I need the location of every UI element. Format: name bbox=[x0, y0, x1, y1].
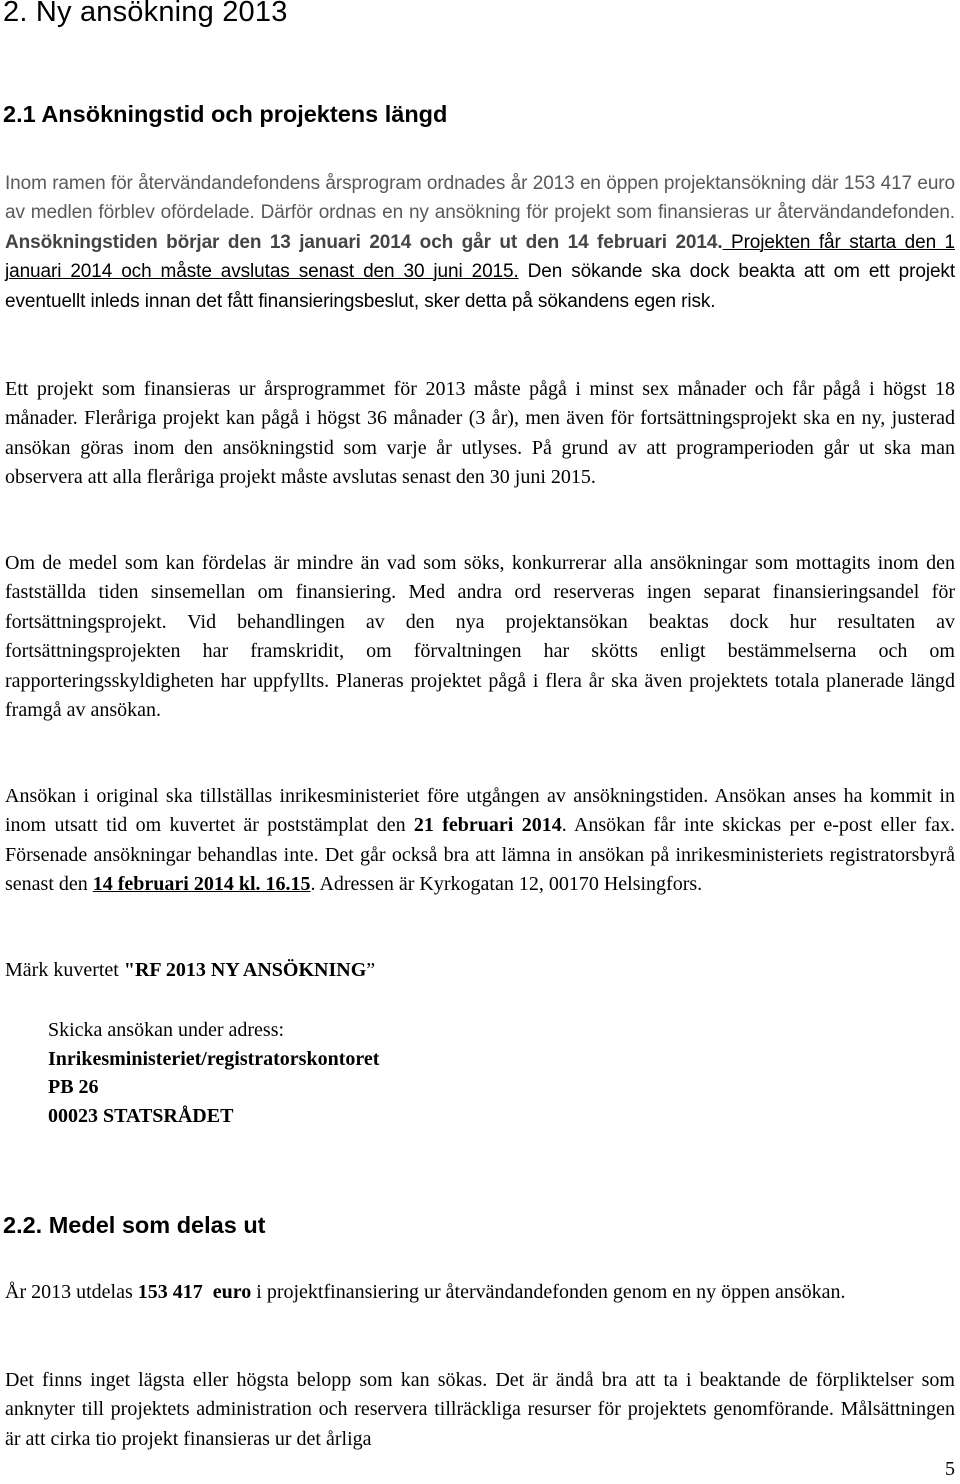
paragraph-amount-limits: Det finns inget lägsta eller högsta belopp som kan sökas. Det är ändå bra att ta i beaktande de förpliktelser som anknyter till projektets administration och reservera tillräckliga resurser för projektets genomförande. Målsättningen är att cirka tio projekt finansieras ur det årliga bbox=[5, 1369, 955, 1450]
paragraph-submission bbox=[5, 782, 955, 900]
text-segment: i projektfinansiering ur återvändandefonden genom en ny öppen ansökan. bbox=[251, 1281, 846, 1303]
text-segment: Märk kuvertet bbox=[5, 959, 124, 981]
text-segment: . Adressen är Kyrkogatan 12, 00170 Helsingfors. bbox=[310, 873, 703, 896]
underlined-text: Projekten får starta den 1 januari 2014 och måste avslutas senast den 30 juni 2015. bbox=[5, 231, 955, 283]
section-title: 2.2. Medel som delas ut bbox=[3, 1212, 266, 1238]
section-title: 2.1 Ansökningstid och projektens längd bbox=[3, 101, 448, 127]
bold-envelope-mark: "RF 2013 NY ANSÖKNING bbox=[123, 959, 367, 981]
paragraph-project-duration: Ett projekt som finansieras ur årsprogrammet för 2013 måste pågå i minst sex månader och får pågå i högst 18 månader. Fleråriga projekt kan pågå i högst 36 månader (3 år), men även för fortsättningsprojekt ska en ny, justerad ansökan göras inom den ansökningstid som varje år utlyses. På grund av att programperioden går ut ska man observera att alla fleråriga projekt måste avslutas senast den 30 juni 2015. bbox=[5, 378, 955, 489]
bold-date: 21 februari 2014 bbox=[413, 814, 562, 837]
address-intro: Skicka ansökan under adress: bbox=[48, 1019, 285, 1041]
text-segment: Inom ramen för återvändandefondens årsprogram ordnades år 2013 en öppen projektansökning där 153 417 euro av medlen förblev ofördelade. Därför ordnas en ny ansökning för projekt som finansieras ur återvändandefonden. bbox=[5, 173, 955, 224]
paragraph-application-period bbox=[5, 169, 955, 316]
page-number: 5 bbox=[945, 1458, 955, 1480]
address-block bbox=[48, 1016, 379, 1130]
text-segment: Den sökande ska dock beakta att om ett projekt eventuellt inleds innan det fått finansieringsbeslut, sker detta på sökandens egen risk. bbox=[5, 261, 955, 312]
bold-underlined-deadline: 14 februari 2014 kl. 16.15 bbox=[92, 873, 311, 896]
paragraph-funds-amount bbox=[5, 1278, 955, 1307]
paragraph-envelope-label bbox=[5, 956, 955, 985]
text-segment: ” bbox=[366, 959, 376, 981]
bold-amount: 153 417 euro bbox=[137, 1281, 252, 1303]
paragraph-funding-competition: Om de medel som kan fördelas är mindre än vad som söks, konkurrerar alla ansökningar som mottagits inom den fastställda tiden sinsemellan om finansiering. Med andra ord reserveras ingen separat finansieringsandel för fortsättningsprojekt. Vid behandlingen av den nya projektansökan beaktas dock hur resultaten av fortsättningsprojekten har framskridit, om förvaltningen har skötts enligt bestämmelserna och om rapporteringsskyldigheten har uppfyllts. Planeras projektet pågå i flera år ska även projektets totala planerade längd framgå av ansökan. bbox=[5, 552, 955, 722]
address-line-1: Inrikesministeriet/registratorskontoret bbox=[48, 1047, 380, 1070]
address-line-2: PB 26 bbox=[48, 1076, 99, 1098]
page-heading: 2. Ny ansökning 2013 bbox=[3, 0, 288, 28]
text-segment: . Ansökan får inte skickas per e-post eller fax. Försenade ansökningar behandlas inte. Det går också bra att lämna in ansökan på inrikesministeriets registratorsbyrå senast den bbox=[5, 814, 955, 896]
text-segment: Ansökan i original ska tillställas inrikesministeriet före utgången av ansökningstiden. Ansökan anses ha kommit in inom utsatt tid om kuvertet är poststämplat den bbox=[5, 785, 955, 837]
address-line-3: 00023 STATSRÅDET bbox=[48, 1104, 234, 1127]
text-segment: År 2013 utdelas bbox=[5, 1281, 138, 1303]
bold-deadline-text: Ansökningstiden börjar den 13 januari 2014 och går ut den 14 februari 2014. bbox=[5, 231, 723, 253]
